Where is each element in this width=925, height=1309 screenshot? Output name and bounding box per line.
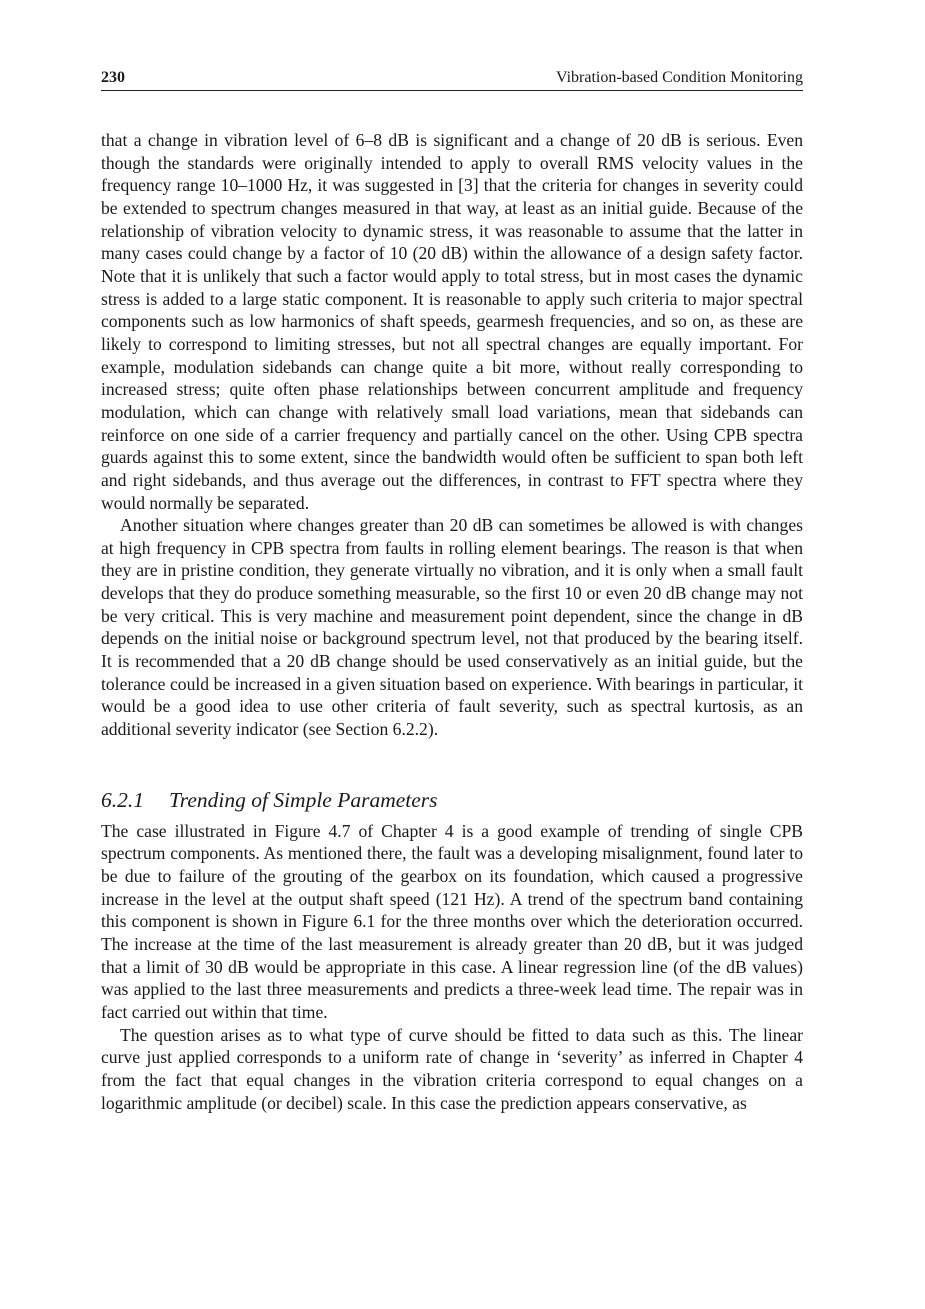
running-title: Vibration-based Condition Monitoring [555,69,803,86]
section-title: Trending of Simple Parameters [169,787,438,812]
running-header [101,68,803,91]
book-page [101,68,803,1114]
paragraph: The case illustrated in Figure 4.7 of Chapter 4 is a good example of trending of single CPB spectrum components. As mentioned there, the fault was a developing misalignment, found later to be due to failure of the grouting of the gearbox on its foundation, which caused a progressive increase in the level at the output shaft speed (121 Hz). A trend of the spectrum band containing this component is shown in Figure 6.1 for the three months over which the deterioration occurred. The increase at the time of the last measurement is already greater than 20 dB, but it was judged that a limit of 30 dB would be appropriate in this case. A linear regression line (of the dB values) was applied to the last three measurements and predicts a three-week lead time. The repair was in fact carried out within that time. [101,820,803,1022]
body-text [101,129,803,1114]
page-number: 230 [101,69,125,86]
paragraph: The question arises as to what type of curve should be fitted to data such as this. The linear curve just applied corresponds to a uniform rate of change in ‘severity’ as inferred in Chapter 4 from the fact that equal changes in the vibration criteria correspond to equal changes on a logarithmic amplitude (or decibel) scale. In this case the prediction appears conservative, as [101,1024,803,1113]
paragraph: that a change in vibration level of 6–8 dB is significant and a change of 20 dB is serious. Even though the standards were originally intended to apply to overall RMS velocity values in the frequency range 10–1000 Hz, it was suggested in [3] that the criteria for changes in severity could be extended to spectrum changes measured in that way, at least as an initial guide. Because of the relationship of vibration velocity to dynamic stress, it was reasonable to assume that the latter in many cases could change by a factor of 10 (20 dB) within the allowance of a design safety factor. Note that it is unlikely that such a factor would apply to total stress, but in most cases the dynamic stress is added to a large static component. It is reasonable to apply such criteria to major spectral components such as low harmonics of shaft speeds, gearmesh frequencies, and so on, as these are likely to correspond to limiting stresses, but not all spectral changes are equally important. For example, modulation sidebands can change quite a bit more, without really corresponding to increased stress; quite often phase relationships between concurrent amplitude and frequency modulation, which can change with relatively small load variations, mean that sidebands can reinforce on one side of a carrier frequency and partially cancel on the other. Using CPB spectra guards against this to some extent, since the bandwidth would often be sufficient to span both left and right sidebands, and thus average out the differences, in contrast to FFT spectra where they would normally be separated. [101,130,803,513]
section-number: 6.2.1 [101,787,144,812]
section-heading [101,786,803,814]
paragraph: Another situation where changes greater than 20 dB can sometimes be allowed is with changes at high frequency in CPB spectra from faults in rolling element bearings. The reason is that when they are in pristine condition, they generate virtually no vibration, and it is only when a small fault develops that they do produce something measurable, so the first 10 or even 20 dB change may not be very critical. This is very machine and measurement point dependent, since the change in dB depends on the initial noise or background spectrum level, not that produced by the bearing itself. It is recommended that a 20 dB change should be used conservatively as an initial guide, but the tolerance could be increased in a given situation based on experience. With bearings in particular, it would be a good idea to use other criteria of fault severity, such as spectral kurtosis, as an additional severity indicator (see Section 6.2.2). [101,515,803,740]
